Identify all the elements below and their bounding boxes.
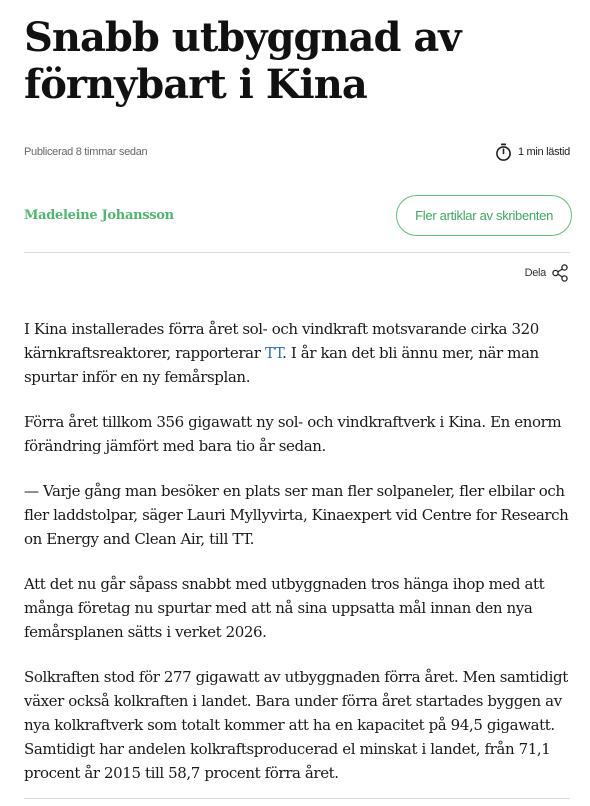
paragraph: Solkraften stod för 277 gigawatt av utbyggnaden förra året. Men samtidigt växer också kolkraften i landet. Bara under förra året startades byggen av nya kolkraftverk som totalt kommer att ha en kapacitet på 94,5 gigawatt. Samtidigt har andelen kolkraftsproducerad el minskat i landet, från 71,1 procent år 2015 till 58,7 procent förra året.: [24, 668, 568, 782]
read-time-label: 1 min lästid: [517, 146, 570, 158]
divider: [24, 252, 570, 253]
paragraph: — Varje gång man besöker en plats ser man fler solpaneler, fler elbilar och fler laddstolpar, säger Lauri Myllyvirta, Kinaexpert vid Centre for Research on Energy and Clean Air, till TT.: [24, 482, 569, 548]
author-row: [24, 194, 572, 236]
paragraph: Förra året tillkom 356 gigawatt ny sol- och vindkraftverk i Kina. En enorm förändring jämfört med bara tio år sedan.: [24, 413, 562, 455]
more-articles-button[interactable]: Fler artiklar av skribenten: [396, 195, 572, 236]
published-time: Publicerad 8 timmar sedan: [24, 146, 148, 158]
article-meta: [24, 142, 570, 162]
article-headline: Snabb utbyggnad av förnybart i Kina: [24, 14, 461, 108]
share-icon: [550, 263, 570, 283]
tt-source-link[interactable]: TT: [264, 344, 283, 362]
share-button[interactable]: [525, 262, 570, 284]
paragraph: Att det nu går såpass snabbt med utbyggnaden tros hänga ihop med att många företag nu spurtar med att nå sina uppsatta mål innan den nya femårsplanen sätts i verket 2026.: [24, 575, 545, 641]
read-time: [495, 143, 570, 161]
share-label: Dela: [524, 267, 546, 279]
paragraph: I Kina installerades förra året sol- och vindkraft motsvarande cirka 320 kärnkraftsreaktorer, rapporterar TT. I år kan det bli ännu mer, när man spurtar inför en ny femårsplan.: [24, 320, 539, 386]
article-body: [24, 317, 570, 806]
divider: [24, 798, 570, 799]
stopwatch-icon: [495, 143, 512, 161]
author-name-link[interactable]: Madeleine Johansson: [24, 207, 174, 223]
